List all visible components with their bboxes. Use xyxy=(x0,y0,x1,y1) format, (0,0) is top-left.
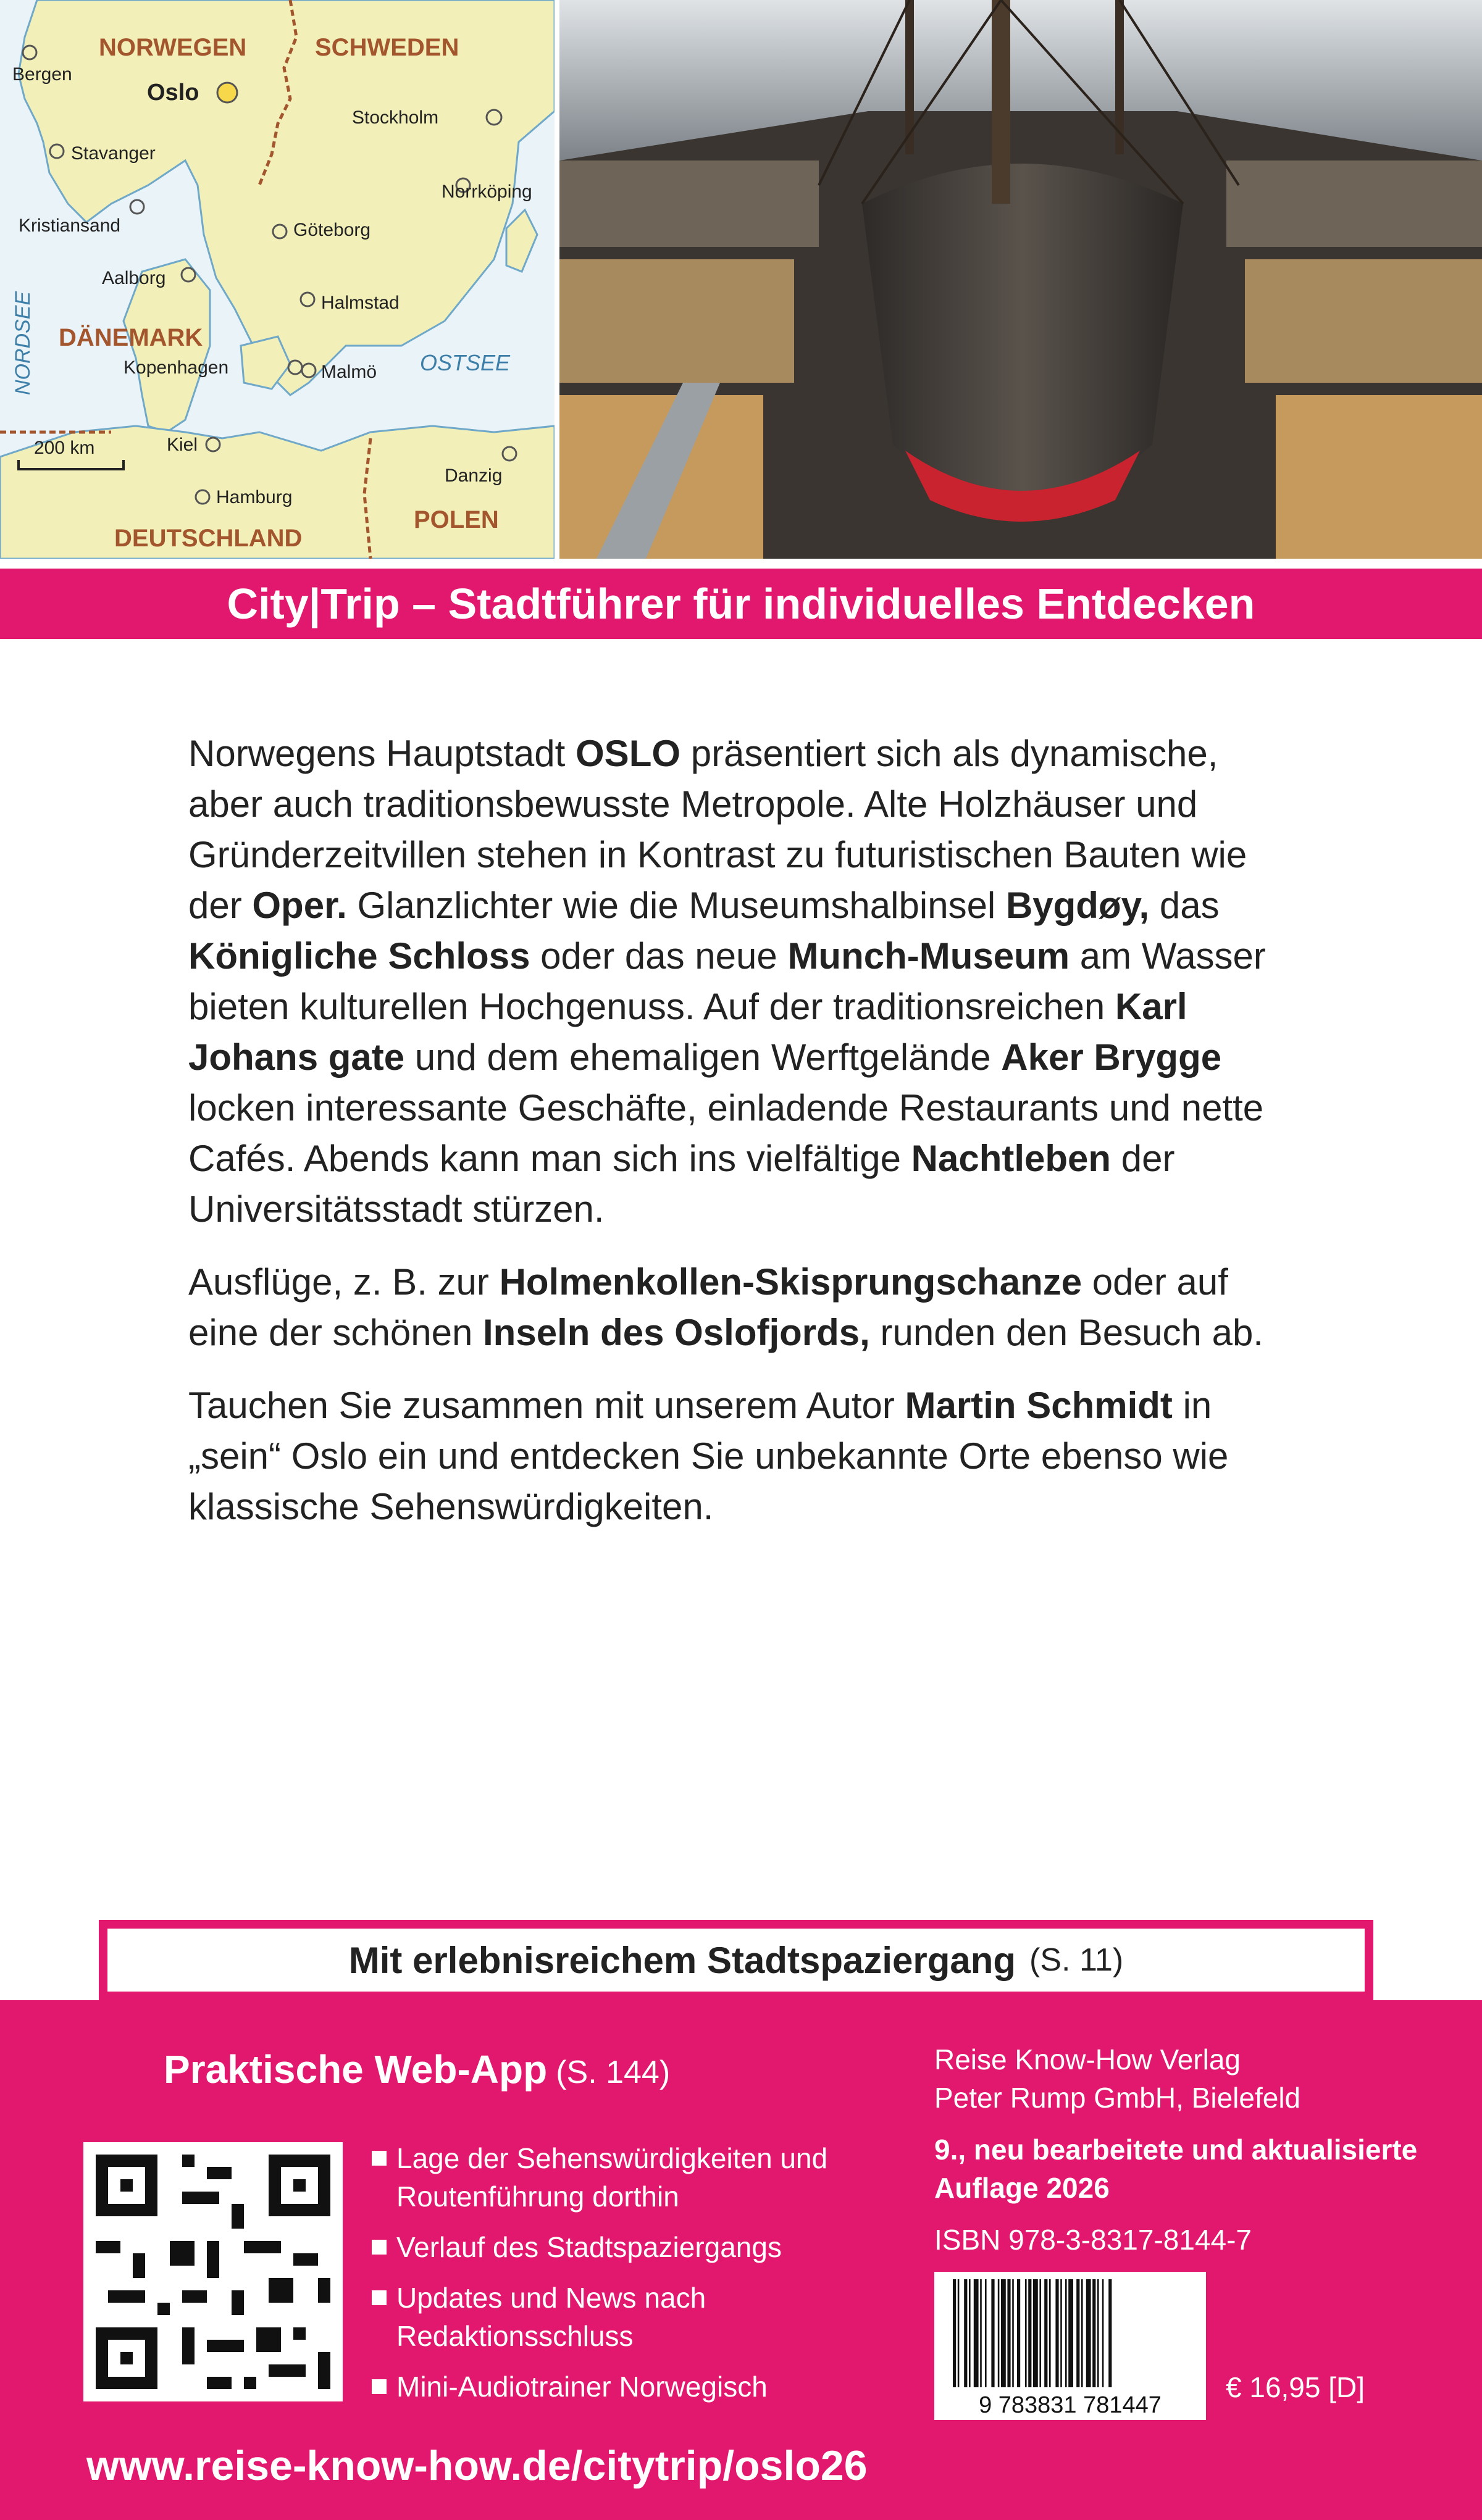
web-app-feature: Lage der Sehenswürdigkeiten und Routenführung dorthin xyxy=(372,2139,915,2216)
map-city-hamburg: Hamburg xyxy=(216,487,293,507)
barcode-bar xyxy=(1065,2279,1067,2387)
publisher-name: Reise Know-How Verlag xyxy=(934,2043,1241,2076)
barcode-bar xyxy=(1055,2279,1058,2387)
barcode-bar xyxy=(998,2279,1000,2387)
barcode-bar xyxy=(1044,2279,1047,2387)
web-app-title: Praktische Web-App xyxy=(164,2047,548,2092)
city-walk-title: Mit erlebnisreichem Stadtspaziergang xyxy=(348,1939,1016,1981)
barcode xyxy=(934,2272,1206,2420)
map-city-malmoe: Malmö xyxy=(321,362,377,382)
barcode-bar xyxy=(1033,2279,1038,2387)
barcode-bar xyxy=(1028,2279,1031,2387)
barcode-bar xyxy=(1068,2279,1073,2387)
description-paragraph-2: Ausflüge, z. B. zur Holmenkollen-Skisprungschanze oder auf eine der schönen Inseln des Oslofjords, runden den Besuch ab. xyxy=(188,1261,1263,1353)
map-label-schweden: SCHWEDEN xyxy=(315,34,459,61)
website-link[interactable]: www.reise-know-how.de/citytrip/oslo26 xyxy=(86,2442,868,2489)
publisher-company: Peter Rump GmbH, Bielefeld xyxy=(934,2082,1301,2114)
web-app-feature: Updates und News nach Redaktionsschluss xyxy=(372,2279,915,2355)
barcode-bar xyxy=(964,2279,967,2387)
map-city-bergen: Bergen xyxy=(12,64,72,85)
map-city-aalborg: Aalborg xyxy=(102,268,166,288)
barcode-bar xyxy=(985,2279,987,2387)
barcode-bar xyxy=(1102,2279,1104,2387)
map-city-oslo: Oslo xyxy=(147,80,199,106)
map-city-stavanger: Stavanger xyxy=(71,143,156,164)
qr-code[interactable] xyxy=(83,2142,343,2401)
map-label-norwegen: NORWEGEN xyxy=(99,34,247,61)
map-city-stockholm: Stockholm xyxy=(352,107,439,128)
map-city-goeteborg: Göteborg xyxy=(293,220,371,240)
map-label-nordsee: NORDSEE xyxy=(11,291,35,395)
qr-code-icon xyxy=(83,2142,343,2401)
barcode-bar xyxy=(1092,2279,1095,2387)
web-app-feature: Mini-Audiotrainer Norwegisch xyxy=(372,2368,915,2406)
map-city-kopenhagen: Kopenhagen xyxy=(124,357,229,378)
series-tagline: City|Trip – Stadtführer für individuelles Entdecken xyxy=(0,569,1482,639)
description-paragraph-3: Tauchen Sie zusammen mit unserem Autor Martin Schmidt in „sein“ Oslo ein und entdecken Sie unbekannte Orte ebenso wie klassische Sehenswürdigkeiten. xyxy=(188,1385,1229,1527)
publisher-info xyxy=(934,2040,1441,2259)
barcode-bar xyxy=(1039,2279,1041,2387)
barcode-bar xyxy=(953,2279,956,2387)
web-app-heading xyxy=(164,2046,670,2092)
barcode-drawing xyxy=(934,2272,1206,2420)
web-app-feature-list xyxy=(372,2139,915,2418)
description-text xyxy=(188,728,1294,1554)
map-scale-label: 200 km xyxy=(34,438,95,458)
map-label-polen: POLEN xyxy=(414,506,499,533)
isbn: ISBN 978-3-8317-8144-7 xyxy=(934,2224,1252,2256)
description-paragraph-1: Norwegens Hauptstadt OSLO präsentiert sich als dynamische, aber auch traditionsbewusste Metropole. Alte Holzhäuser und Gründerzeitvillen stehen in Kontrast zu futuristischen Bauten wie der Oper. Glanzlichter wie die Museumshalbinsel Bygdøy, das Königliche Schloss oder das neue Munch-Museum am Wasser bieten kulturellen Hochgenuss. Auf der traditionsreichen Karl Johans gate und dem ehemaligen Werftgelände Aker Brygge locken interessante Geschäfte, einladende Restaurants und nette Cafés. Abends kann man sich ins vielfältige Nachtleben der Universitätsstadt stürzen. xyxy=(188,733,1266,1230)
map-city-halmstad: Halmstad xyxy=(321,293,400,313)
barcode-bar xyxy=(1001,2279,1006,2387)
region-map xyxy=(0,0,555,559)
web-app-feature: Verlauf des Stadtspaziergangs xyxy=(372,2228,915,2266)
map-city-kristiansand: Kristiansand xyxy=(19,215,121,236)
barcode-bar xyxy=(1007,2279,1010,2387)
city-walk-banner xyxy=(99,1920,1373,2000)
map-drawing xyxy=(0,0,555,559)
barcode-bar xyxy=(1025,2279,1027,2387)
price: € 16,95 [D] xyxy=(1226,2371,1365,2403)
barcode-bar xyxy=(958,2279,960,2387)
map-city-norrkoeping: Norrköping xyxy=(442,181,532,202)
barcode-bar xyxy=(991,2279,994,2387)
city-walk-banner-inner xyxy=(107,1929,1365,1992)
museum-ship-photo xyxy=(559,0,1482,559)
barcode-bar xyxy=(1060,2279,1062,2387)
barcode-bar xyxy=(1012,2279,1014,2387)
footer-panel xyxy=(0,2000,1482,2520)
barcode-bar xyxy=(1049,2279,1051,2387)
map-label-ostsee: OSTSEE xyxy=(420,350,511,375)
web-app-page-ref: (S. 144) xyxy=(556,2055,671,2090)
barcode-number: 9 783831 781447 xyxy=(979,2392,1162,2418)
edition-note: 9., neu bearbeitete und aktualisierte Auflage 2026 xyxy=(934,2134,1418,2204)
map-city-danzig: Danzig xyxy=(445,465,503,486)
barcode-bar xyxy=(1017,2279,1020,2387)
ship-hall-illustration xyxy=(559,0,1482,559)
barcode-bar xyxy=(1081,2279,1083,2387)
map-label-daenemark: DÄNEMARK xyxy=(59,324,203,351)
barcode-bar xyxy=(974,2279,979,2387)
barcode-bar xyxy=(1076,2279,1079,2387)
barcode-bar xyxy=(1086,2279,1091,2387)
barcode-bar xyxy=(980,2279,982,2387)
city-walk-page-ref: (S. 11) xyxy=(1029,1942,1124,1978)
barcode-bar xyxy=(969,2279,971,2387)
map-city-kiel: Kiel xyxy=(167,435,198,455)
map-label-deutschland: DEUTSCHLAND xyxy=(114,525,303,552)
barcode-bar xyxy=(1097,2279,1099,2387)
barcode-bar xyxy=(1108,2279,1112,2387)
